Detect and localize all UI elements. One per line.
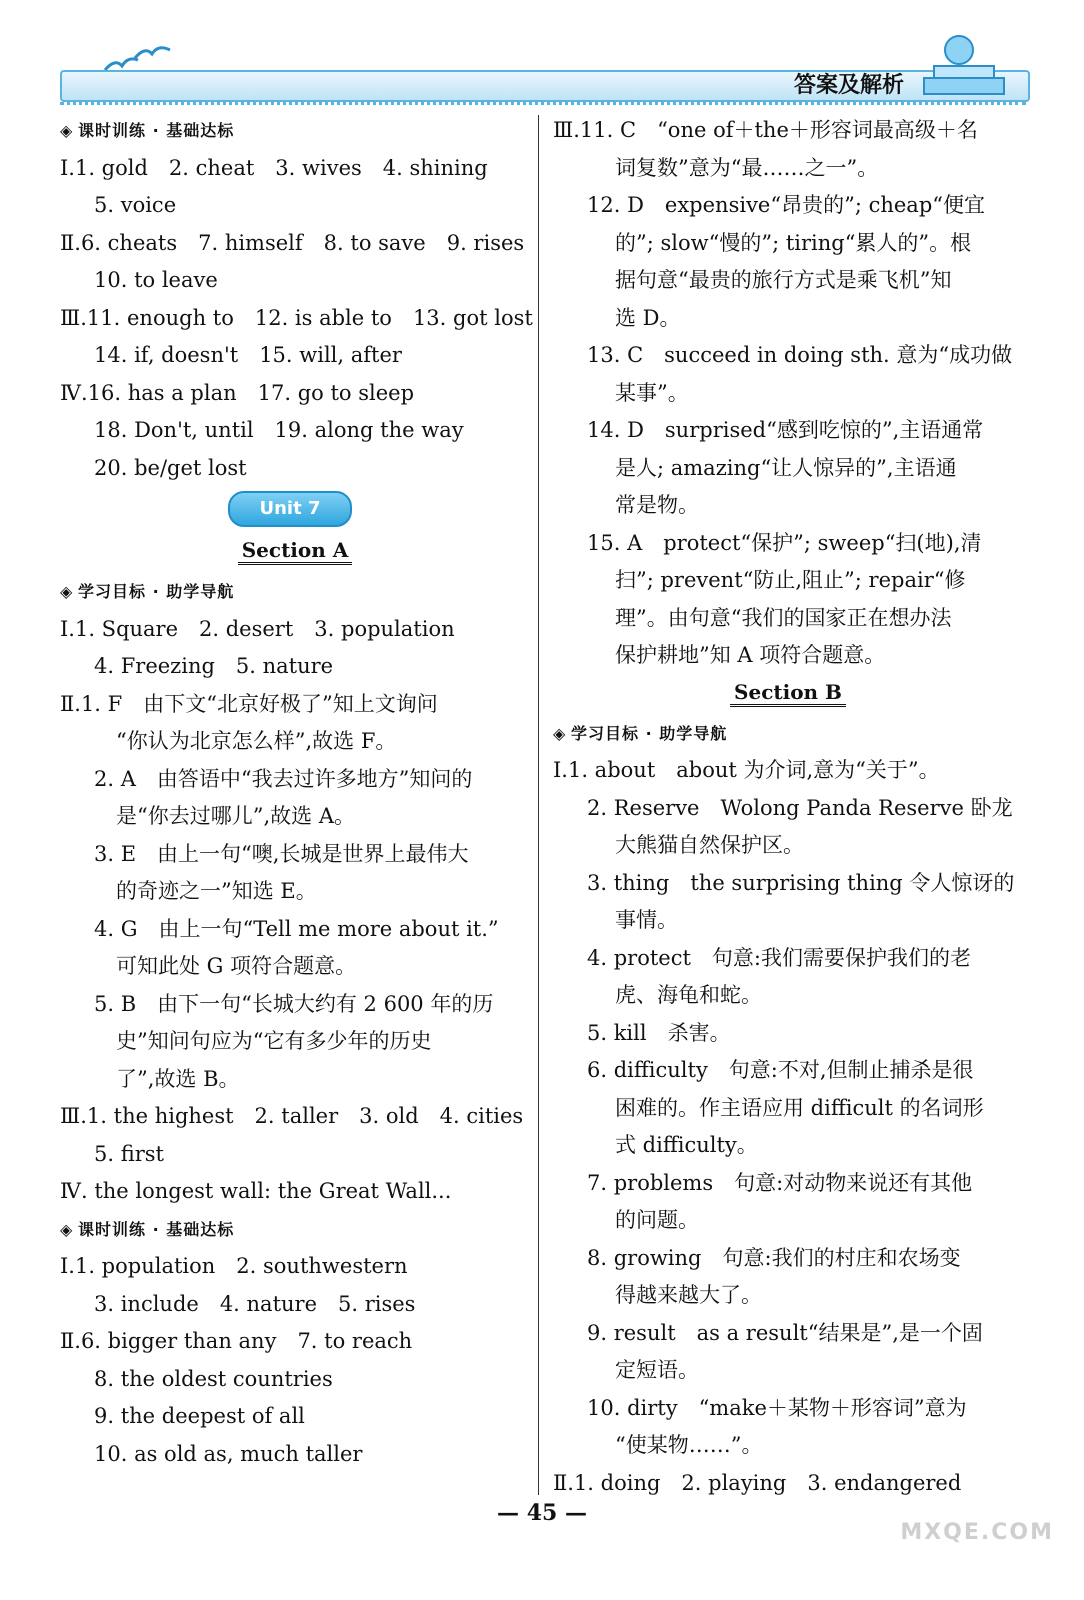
section-tag: ◈ 学习目标 · 助学导航 [60,573,530,611]
answer-line: 史”知问句应为“它有多少年的历史 [116,1029,432,1053]
answer-line: 保护耕地”知 A 项符合题意。 [615,643,886,667]
header-dotted-line [60,102,1026,105]
answer-line: 的奇迹之一”知选 E。 [116,879,317,903]
answer-line: 事情。 [615,908,678,932]
answer-line: Ⅱ.6. cheats 7. himself 8. to save 9. rises [60,230,525,255]
diamond-icon: ◈ [60,1219,74,1239]
answer-line: 扫”; prevent“防止,阻止”; repair“修 [615,568,966,592]
answer-line: 10. to leave [94,268,218,292]
answer-line: 8. growing 句意:我们的村庄和农场变 [587,1245,961,1270]
answer-line: 5. voice [94,193,177,217]
page-header [0,0,1084,110]
section-tag: ◈ 课时训练 · 基础达标 [60,1211,530,1249]
answer-line: 10. dirty “make＋某物＋形容词”意为 [587,1395,967,1420]
answer-line: 8. the oldest countries [94,1366,333,1391]
answer-line: 选 D。 [615,305,681,330]
answer-line: 2. Reserve Wolong Panda Reserve 卧龙 [587,795,1013,820]
answer-line: “使某物……”。 [615,1433,763,1457]
right-column [553,112,1023,1502]
answer-list [60,1248,530,1473]
answer-line: 困难的。作主语应用 difficult 的名词形 [615,1095,984,1120]
answer-line: Ⅲ.11. C “one of＋the＋形容词最高级＋名 [553,118,978,142]
diamond-icon: ◈ [60,121,74,140]
answer-line: 理”。由句意“我们的国家正在想办法 [615,605,952,630]
answer-line: 4. G 由上一句“Tell me more about it.” [94,916,499,941]
answer-list [60,150,533,488]
answer-line: 虎、海龟和蛇。 [615,983,762,1007]
answer-line: 常是物。 [615,493,699,517]
answer-line: 的”; slow“慢的”; tiring“累人的”。根 [615,230,972,255]
answer-line: “你认为北京怎么样”,故选 F。 [116,729,397,753]
column-divider [538,115,539,1495]
answer-line: Ⅰ.1. gold 2. cheat 3. wives 4. shining [60,155,488,180]
answer-line: 12. D expensive“昂贵的”; cheap“便宜 [587,193,985,217]
section-tag: ◈ 课时训练 · 基础达标 [60,112,530,150]
answer-line: Ⅱ.1. doing 2. playing 3. endangered [553,1470,962,1495]
answer-line: Ⅲ.1. the highest 2. taller 3. old 4. cities [60,1104,524,1128]
answer-line: 3. thing the surprising thing 令人惊讶的 [587,870,1015,895]
answer-line: Ⅲ.11. enough to 12. is able to 13. got lost [60,305,533,330]
answer-list [553,112,1023,675]
answer-line: 得越来越大了。 [615,1283,762,1307]
section-title: Section A [60,533,530,573]
answer-line: 14. if, doesn't 15. will, after [94,343,402,367]
section-tag: ◈ 学习目标 · 助学导航 [553,715,1023,753]
answer-line: 定短语。 [615,1358,699,1382]
answer-line: 3. E 由上一句“噢,长城是世界上最伟大 [94,841,469,866]
answer-line: 是人; amazing“让人惊异的”,主语通 [615,455,957,480]
answer-list [553,752,1023,1502]
answer-list [60,611,530,1211]
unit-badge: Unit 7 [228,491,352,527]
answer-line: Ⅳ.16. has a plan 17. go to sleep [60,380,415,405]
answer-line: Ⅰ.1. population 2. southwestern [60,1254,408,1278]
answer-line: 3. include 4. nature 5. rises [94,1291,416,1316]
answer-line: 14. D surprised“感到吃惊的”,主语通常 [587,418,984,442]
answer-line: 15. A protect“保护”; sweep“扫(地),清 [587,530,982,555]
diamond-icon: ◈ [553,723,567,743]
answer-line: Ⅰ.1. Square 2. desert 3. population [60,616,455,641]
watermark: MXQE.COM [900,1520,1054,1545]
answer-line: 某事”。 [615,380,689,405]
answer-line: 6. difficulty 句意:不对,但制止捕杀是很 [587,1058,974,1082]
answer-line: Ⅱ.1. F 由下文“北京好极了”知上文询问 [60,691,438,716]
answer-line: 据句意“最贵的旅行方式是乘飞机”知 [615,268,952,292]
header-title: 答案及解析 [793,73,904,98]
answer-line: 10. as old as, much taller [94,1441,363,1466]
answer-line: 2. A 由答语中“我去过许多地方”知问的 [94,766,473,791]
answer-line: 9. result as a result“结果是”,是一个固 [587,1320,983,1345]
section-title: Section B [553,675,1023,715]
answer-line: 5. B 由下一句“长城大约有 2 600 年的历 [94,991,494,1016]
answer-line: 式 difficulty。 [615,1133,758,1157]
page-number: — 45 — [497,1500,587,1526]
answer-line: 可知此处 G 项符合题意。 [116,954,357,978]
answer-line: Ⅰ.1. about about 为介词,意为“关于”。 [553,758,940,782]
unit-banner [60,487,530,533]
answer-line: 的问题。 [615,1208,699,1232]
answer-line: 7. problems 句意:对动物来说还有其他 [587,1170,973,1195]
answer-line: 20. be/get lost [94,455,247,480]
answer-line: 了”,故选 B。 [116,1066,240,1091]
answer-line: Ⅳ. the longest wall: the Great Wall... [60,1179,452,1203]
answer-line: 词复数”意为“最……之一”。 [615,155,879,180]
answer-line: Ⅱ.6. bigger than any 7. to reach [60,1329,413,1353]
answer-line: 18. Don't, until 19. along the way [94,418,464,442]
answer-line: 大熊猫自然保护区。 [615,833,804,857]
answer-line: 4. protect 句意:我们需要保护我们的老 [587,945,971,970]
answer-line: 5. kill 杀害。 [587,1020,731,1045]
building-decoration-icon [914,28,1014,98]
answer-line: 是“你去过哪儿”,故选 A。 [116,804,355,828]
answer-line: 9. the deepest of all [94,1404,305,1428]
answer-line: 13. C succeed in doing sth. 意为“成功做 [587,343,1013,367]
diamond-icon: ◈ [60,582,74,601]
answer-line: 5. first [94,1141,164,1166]
answer-line: 4. Freezing 5. nature [94,654,334,678]
left-column [60,112,533,1473]
